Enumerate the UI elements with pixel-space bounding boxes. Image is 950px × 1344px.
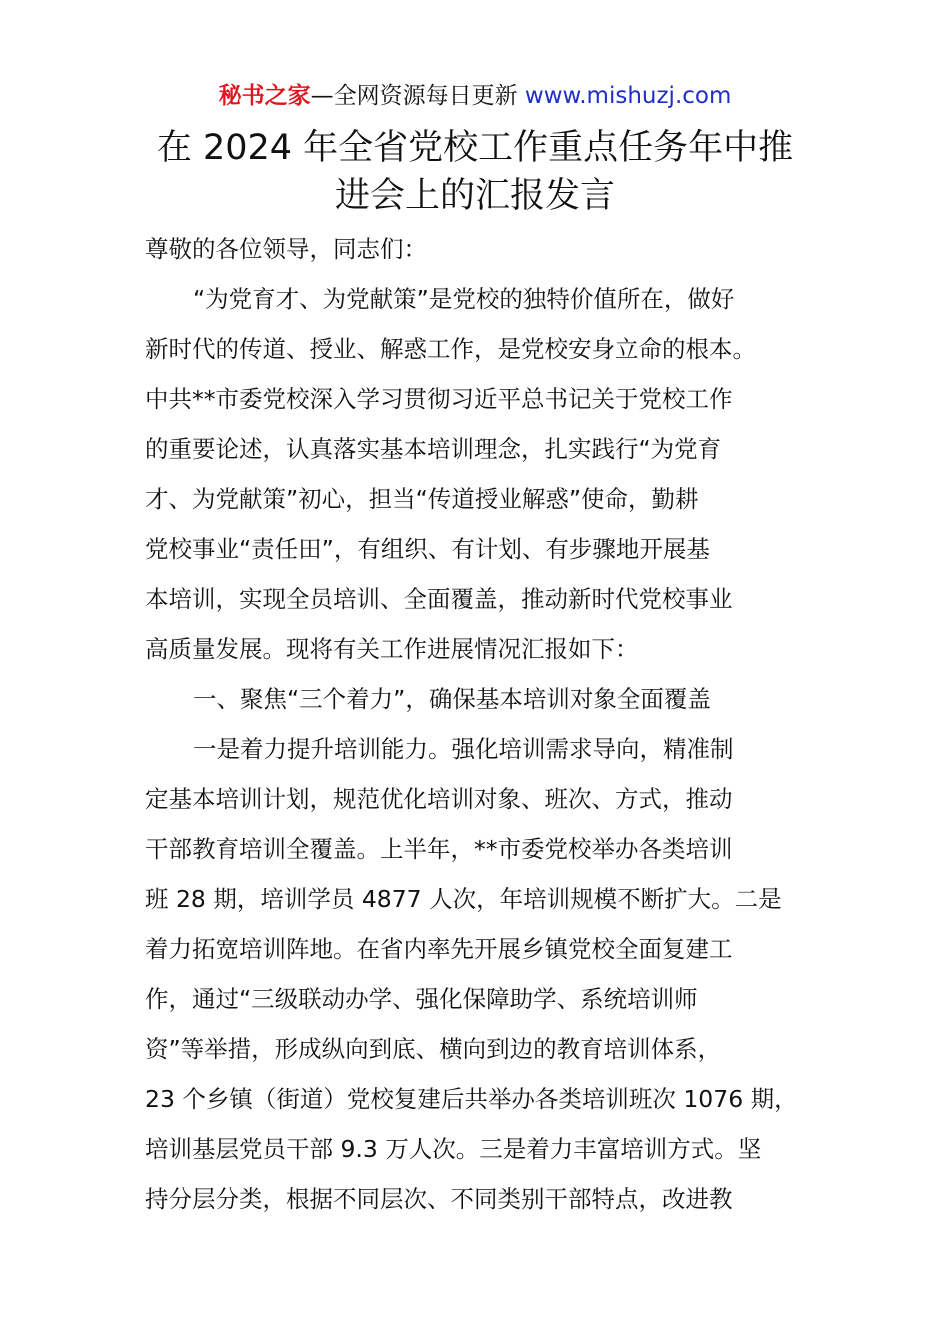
paragraph-line: 干部教育培训全覆盖。上半年，**市委党校举办各类培训 bbox=[145, 835, 733, 863]
salutation: 尊敬的各位领导，同志们： bbox=[145, 235, 427, 263]
paragraph-line: 着力拓宽培训阵地。在省内率先开展乡镇党校全面复建工 bbox=[145, 935, 733, 963]
banner-tagline: —全网资源每日更新 bbox=[310, 83, 525, 109]
paragraph-line: 23 个乡镇（街道）党校复建后共举办各类培训班次 1076 期， bbox=[145, 1085, 798, 1113]
paragraph-line: 培训基层党员干部 9.3 万人次。三是着力丰富培训方式。坚 bbox=[145, 1135, 762, 1163]
paragraph-line: “为党育才、为党献策”是党校的独特价值所在，做好 bbox=[193, 285, 735, 313]
paragraph-line: 定基本培训计划，规范优化培训对象、班次、方式，推动 bbox=[145, 785, 733, 813]
paragraph-line: 新时代的传道、授业、解惑工作，是党校安身立命的根本。 bbox=[145, 335, 756, 363]
banner-url-link[interactable]: www.mishuzj.com bbox=[524, 83, 732, 109]
paragraph-line: 的重要论述，认真落实基本培训理念，扎实践行“为党育 bbox=[145, 435, 722, 463]
paragraph-line: 高质量发展。现将有关工作进展情况汇报如下： bbox=[145, 635, 639, 663]
paragraph-line: 作，通过“三级联动办学、强化保障助学、系统培训师 bbox=[145, 985, 698, 1013]
site-banner bbox=[0, 80, 950, 112]
banner-brand: 秘书之家 bbox=[218, 83, 311, 109]
paragraph-line: 班 28 期，培训学员 4877 人次，年培训规模不断扩大。二是 bbox=[145, 885, 782, 913]
title-line-1: 在 2024 年全省党校工作重点任务年中推 bbox=[156, 128, 794, 168]
paragraph-line: 一是着力提升培训能力。强化培训需求导向，精准制 bbox=[193, 735, 734, 763]
paragraph-line: 本培训，实现全员培训、全面覆盖，推动新时代党校事业 bbox=[145, 585, 733, 613]
paragraph-line: 中共**市委党校深入学习贯彻习近平总书记关于党校工作 bbox=[145, 385, 733, 413]
paragraph-line: 资”等举措，形成纵向到底、横向到边的教育培训体系， bbox=[145, 1035, 722, 1063]
document-body bbox=[145, 224, 835, 1224]
document-title bbox=[0, 124, 950, 220]
paragraph-line: 持分层分类，根据不同层次、不同类别干部特点，改进教 bbox=[145, 1185, 733, 1213]
paragraph-line: 才、为党献策”初心，担当“传道授业解惑”使命，勤耕 bbox=[145, 485, 699, 513]
section-heading: 一、聚焦“三个着力”，确保基本培训对象全面覆盖 bbox=[193, 685, 711, 713]
paragraph-line: 党校事业“责任田”，有组织、有计划、有步骤地开展基 bbox=[145, 535, 710, 563]
title-line-2: 进会上的汇报发言 bbox=[334, 176, 615, 216]
